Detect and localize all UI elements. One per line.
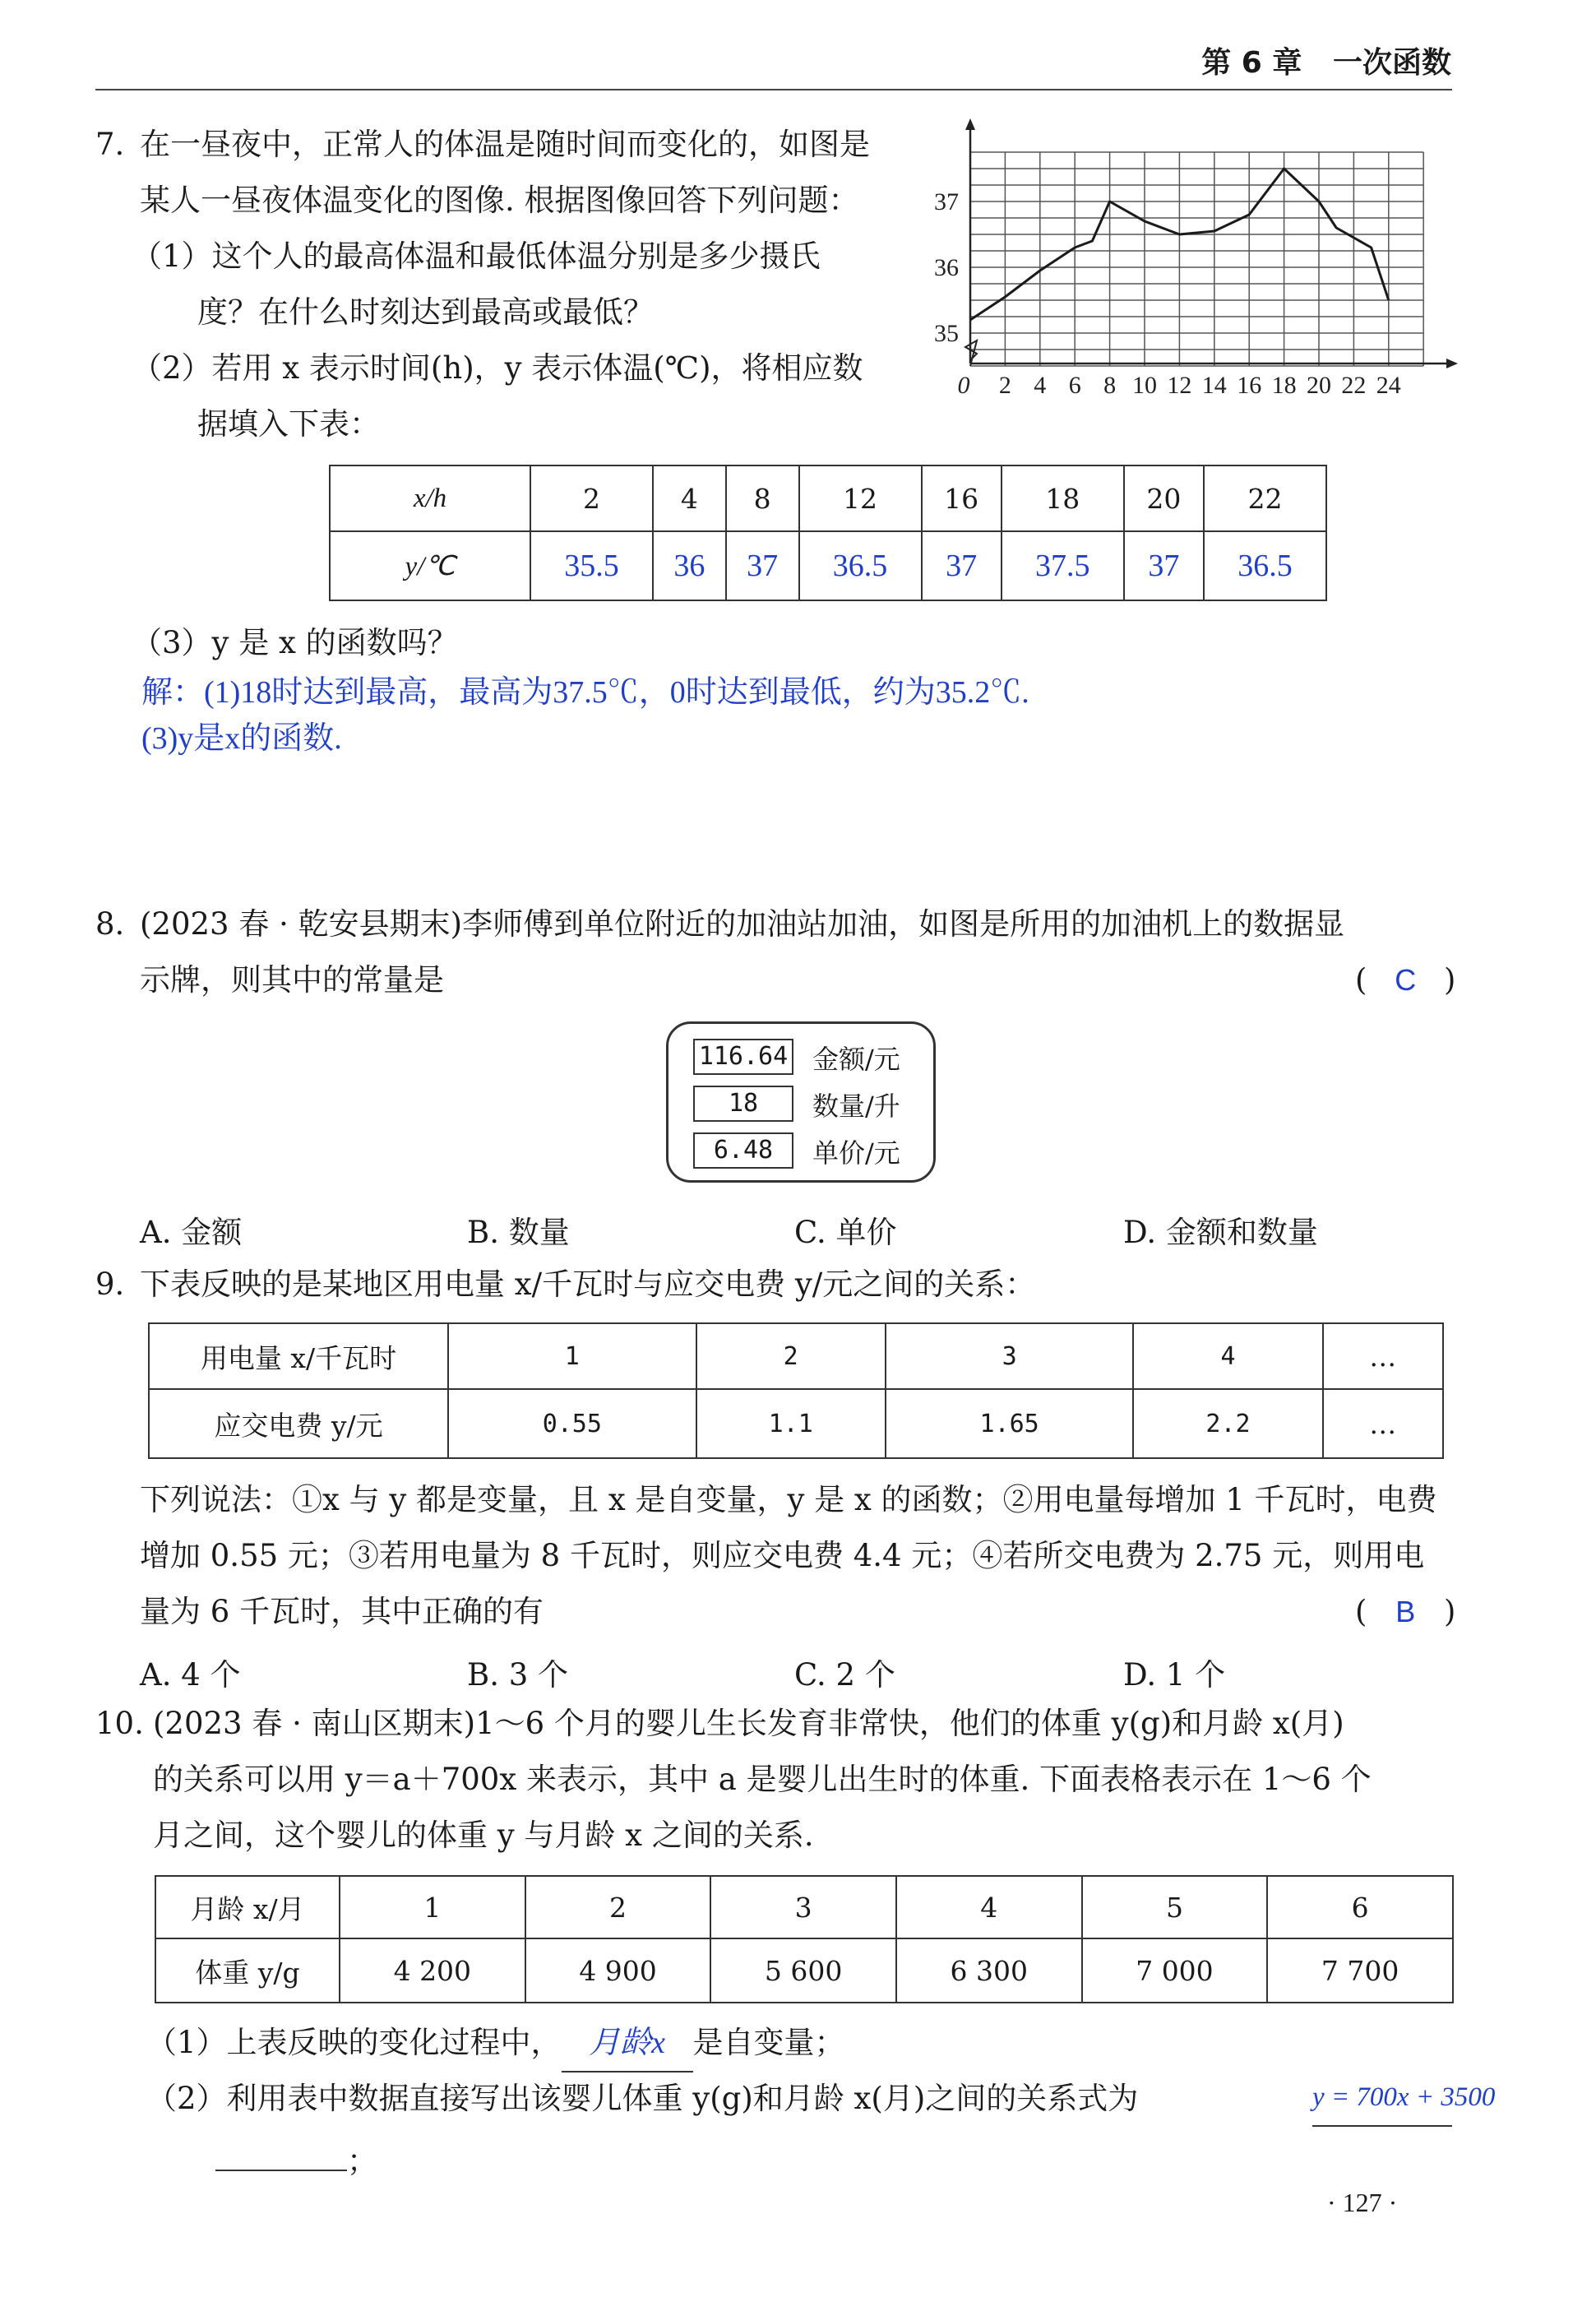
x-axis-arrow: [1446, 359, 1458, 368]
q7-y-answer-cell: 37: [726, 531, 799, 600]
bracket-close: ): [1443, 962, 1456, 998]
q10-x-cell: 1: [340, 1876, 525, 1938]
q10-table-row-x: [155, 1876, 1453, 1938]
q10-x-cell: 4: [896, 1876, 1082, 1938]
q9-line1: 下列说法：①x 与 y 都是变量，且 x 是自变量，y 是 x 的函数；②用电量每增加 1 千瓦时，电费: [140, 1482, 1437, 1517]
q10-y-cell: 5 600: [710, 1938, 896, 2003]
q7-part1-line2: 度？在什么时刻达到最高或最低？: [197, 294, 654, 330]
q8-line2: 示牌，则其中的常量是: [140, 962, 444, 998]
q10-part2-continuation: [215, 2133, 377, 2189]
q9-y-cell: 2.2: [1133, 1389, 1322, 1458]
q10-y-cell: 6 300: [896, 1938, 1082, 2003]
q9-option-c: C. 2 个: [794, 1657, 895, 1693]
fuel-pump-display: [666, 1021, 936, 1183]
display-quantity-label: 数量/升: [812, 1091, 900, 1122]
q8-line1: (2023 春 · 乾安县期末)李师傅到单位附近的加油站加油，如图是所用的加油机上的数据显: [140, 906, 1345, 942]
q10-number: 10.: [95, 1706, 144, 1741]
q10-part1-prefix: （1）上表反映的变化过程中，: [146, 2025, 562, 2060]
q9-line2: 增加 0.55 元；③若用电量为 8 千瓦时，则应交电费 4.4 元；④若所交电费为 2.75 元，则用电: [140, 1538, 1425, 1573]
chart-grid: [970, 152, 1423, 366]
y-axis-arrow: [965, 118, 975, 130]
q7-x-cell: 2: [530, 465, 653, 531]
x-tick-label: 20: [1307, 372, 1331, 399]
q10-table-row-y: [155, 1938, 1453, 2003]
q7-y-answer-cell: 35.5: [530, 531, 653, 600]
q10-y-cell: 7 700: [1267, 1938, 1453, 2003]
q7-y-answer-cell: 36: [653, 531, 726, 600]
q9-stem: 下表反映的是某地区用电量 x/千瓦时与应交电费 y/元之间的关系：: [140, 1267, 1036, 1302]
display-amount-value: 116.64: [693, 1039, 793, 1075]
q9-y-cell: 1.1: [696, 1389, 886, 1458]
q7-stem-line2: 某人一昼夜体温变化的图像. 根据图像回答下列问题：: [140, 183, 859, 218]
q7-x-cell: 8: [726, 465, 799, 531]
y-tick-label: 37: [934, 188, 959, 215]
q10-part2-answer: y = 700x + 3500: [1312, 2069, 1452, 2127]
q7-x-cell: 20: [1124, 465, 1204, 531]
q7-answer3: (3)y是x的函数.: [141, 721, 342, 756]
q10-table-header-y: 体重 y/g: [155, 1938, 340, 2003]
q7-stem-line1: 在一昼夜中，正常人的体温是随时间而变化的，如图是: [140, 127, 870, 162]
x-tick-label: 10: [1132, 372, 1157, 399]
q7-table: [329, 465, 1327, 601]
q9-option-d: D. 1 个: [1123, 1657, 1226, 1693]
q9-table: [148, 1322, 1444, 1459]
x-tick-label: 12: [1167, 372, 1192, 399]
q9-x-cell: 1: [448, 1323, 696, 1389]
q8-answer-bracket: [1355, 952, 1456, 1008]
x-tick-label: 0: [957, 372, 970, 399]
header-rule: [95, 89, 1452, 90]
q9-answer: B: [1395, 1595, 1416, 1628]
q7-part3: （3）y 是 x 的函数吗？: [132, 625, 458, 660]
chapter-number: 第 6 章: [1201, 46, 1302, 80]
q10-y-cell: 4 200: [340, 1938, 525, 2003]
bracket-open: (: [1355, 1594, 1367, 1629]
q10-line2: 的关系可以用 y＝a＋700x 来表示，其中 a 是婴儿出生时的体重. 下面表格表示在 1～6 个: [153, 1762, 1372, 1797]
q9-y-cell: 1.65: [886, 1389, 1134, 1458]
q7-table-header-x: x/h: [330, 465, 530, 531]
y-tick-label: 35: [934, 320, 959, 347]
display-amount-label: 金额/元: [812, 1044, 900, 1075]
q9-y-cell: …: [1323, 1389, 1443, 1458]
q10-y-cell: 7 000: [1082, 1938, 1268, 2003]
chart-y-ticks: [934, 188, 959, 347]
q9-table-header-x: 用电量 x/千瓦时: [149, 1323, 448, 1389]
q10-part2: （2）利用表中数据直接写出该婴儿体重 y(g)和月龄 x(月)之间的关系式为: [146, 2081, 1139, 2116]
q7-y-answer-cell: 36.5: [1204, 531, 1326, 600]
display-price-label: 单价/元: [812, 1137, 900, 1169]
x-tick-label: 18: [1271, 372, 1297, 399]
q8-option-c: C. 单价: [794, 1215, 897, 1250]
chapter-header: [1201, 39, 1451, 81]
q7-y-answer-cell: 37.5: [1002, 531, 1124, 600]
chapter-title: 一次函数: [1332, 46, 1451, 80]
q9-table-row-y: [149, 1389, 1443, 1458]
x-tick-label: 24: [1376, 372, 1401, 399]
x-tick-label: 6: [1068, 372, 1081, 399]
q10-table: [155, 1875, 1454, 2003]
q9-x-cell: 2: [696, 1323, 886, 1389]
q7-answer1: 解：(1)18时达到最高，最高为37.5℃，0时达到最低，约为35.2℃.: [141, 675, 1029, 710]
q9-option-a: A. 4 个: [140, 1657, 241, 1693]
x-tick-label: 22: [1341, 372, 1367, 399]
q9-x-cell: …: [1323, 1323, 1443, 1389]
q9-option-b: B. 3 个: [467, 1657, 569, 1693]
q10-part1-answer: 月龄x: [562, 2015, 693, 2072]
q7-part2-line2: 据填入下表：: [197, 406, 380, 442]
q10-x-cell: 6: [1267, 1876, 1453, 1938]
bracket-open: (: [1355, 962, 1367, 998]
q7-table-row-x: [330, 465, 1326, 531]
q10-part2-end: ；: [347, 2143, 377, 2179]
q10-table-header-x: 月龄 x/月: [155, 1876, 340, 1938]
x-tick-label: 14: [1201, 372, 1227, 399]
q10-x-cell: 2: [525, 1876, 711, 1938]
q8-option-b: B. 数量: [467, 1215, 570, 1250]
q9-answer-bracket: [1355, 1584, 1456, 1640]
q7-table-header-y: y/℃: [330, 531, 530, 600]
q9-x-cell: 4: [1133, 1323, 1322, 1389]
q10-part2-answer-line: [1312, 2068, 1496, 2127]
q10-x-cell: 3: [710, 1876, 896, 1938]
display-price-value: 6.48: [693, 1132, 793, 1169]
x-tick-label: 4: [1034, 372, 1047, 399]
q7-table-row-y: [330, 531, 1326, 600]
q7-x-cell: 22: [1204, 465, 1326, 531]
q9-table-row-x: [149, 1323, 1443, 1389]
q7-part1-line1: （1）这个人的最高体温和最低体温分别是多少摄氏: [132, 239, 821, 274]
q7-x-cell: 18: [1002, 465, 1124, 531]
q9-line3: 量为 6 千瓦时，其中正确的有: [140, 1594, 544, 1629]
q8-option-d: D. 金额和数量: [1123, 1215, 1318, 1250]
q7-x-cell: 4: [653, 465, 726, 531]
q10-y-cell: 4 900: [525, 1938, 711, 2003]
q9-table-header-y: 应交电费 y/元: [149, 1389, 448, 1458]
bracket-close: ): [1443, 1594, 1456, 1629]
q10-part1-suffix: 是自变量；: [692, 2025, 845, 2060]
x-tick-label: 16: [1237, 372, 1262, 399]
q7-number: 7.: [95, 127, 125, 162]
q8-option-a: A. 金额: [140, 1215, 243, 1250]
q9-x-cell: 3: [886, 1323, 1134, 1389]
q9-y-cell: 0.55: [448, 1389, 696, 1458]
chart-axes: [965, 118, 1458, 368]
q10-line1: (2023 春 · 南山区期末)1～6 个月的婴儿生长发育非常快，他们的体重 y(g)和月龄 x(月): [153, 1706, 1344, 1741]
q10-answer-blank: [215, 2137, 347, 2171]
chart-x-ticks: [958, 372, 1401, 399]
q7-x-cell: 12: [799, 465, 922, 531]
q10-x-cell: 5: [1082, 1876, 1268, 1938]
q9-number: 9.: [95, 1267, 125, 1302]
q8-number: 8.: [95, 906, 125, 942]
y-tick-label: 36: [934, 254, 959, 281]
q7-x-cell: 16: [922, 465, 1002, 531]
q7-y-answer-cell: 36.5: [799, 531, 922, 600]
x-tick-label: 2: [998, 372, 1011, 399]
q10-part1: [146, 2015, 845, 2072]
page-number: · 127 ·: [1327, 2188, 1398, 2217]
display-quantity-value: 18: [693, 1086, 793, 1122]
q8-answer: C: [1395, 963, 1417, 997]
temperature-chart: [921, 115, 1480, 411]
q7-y-answer-cell: 37: [922, 531, 1002, 600]
x-tick-label: 8: [1103, 372, 1117, 399]
q7-y-answer-cell: 37: [1124, 531, 1204, 600]
q10-line3: 月之间，这个婴儿的体重 y 与月龄 x 之间的关系.: [153, 1818, 814, 1853]
q7-part2-line1: （2）若用 x 表示时间(h)，y 表示体温(℃)，将相应数: [132, 350, 863, 386]
